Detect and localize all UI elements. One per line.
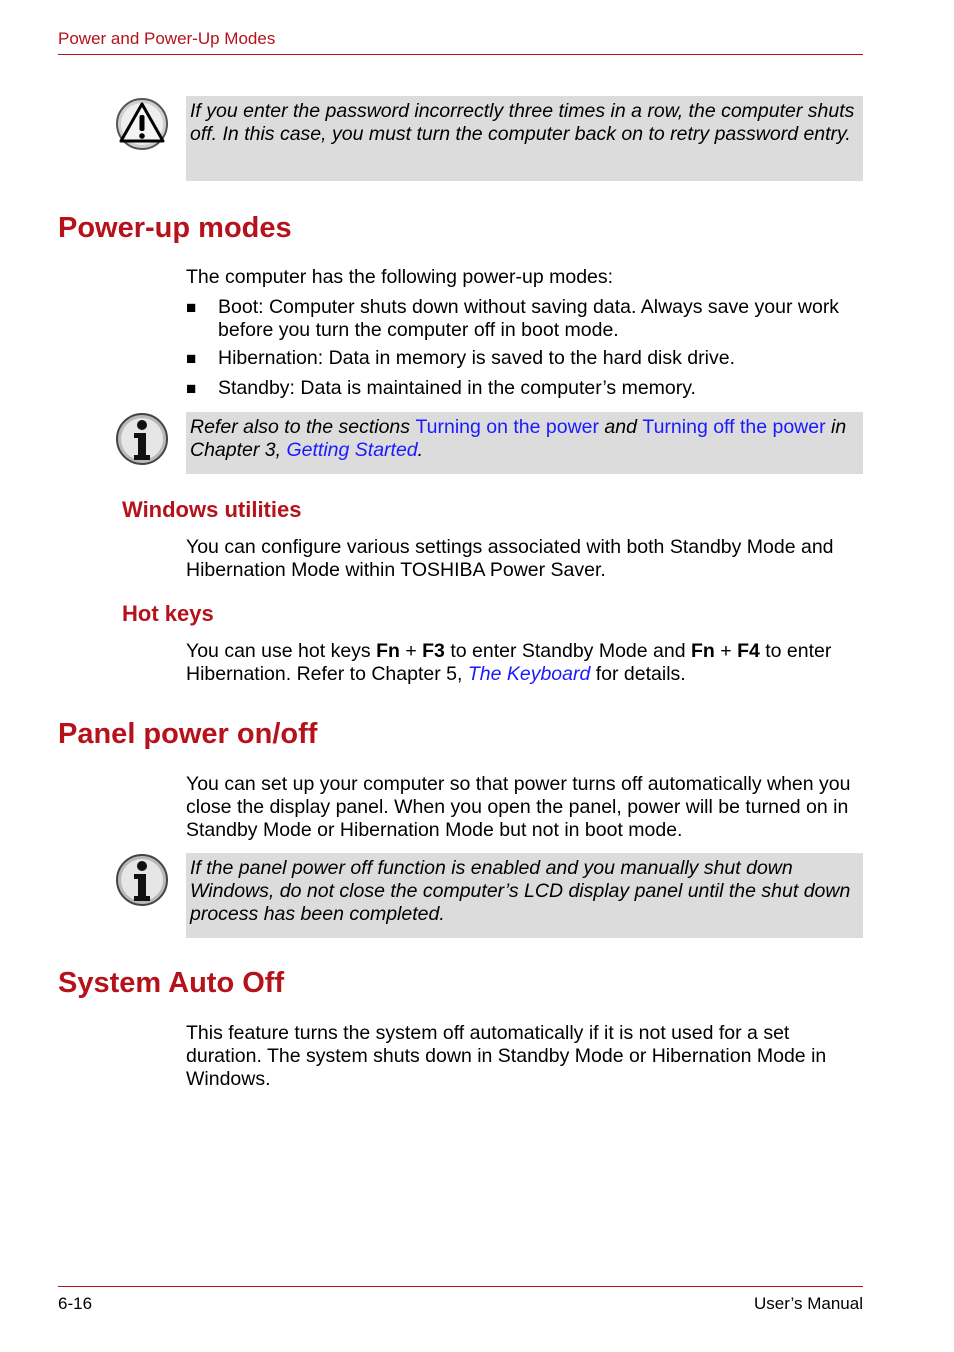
page-number: 6-16 xyxy=(58,1294,93,1313)
power-up-intro: The computer has the following power-up modes: xyxy=(186,266,614,288)
section-title-system-auto-off: System Auto Off xyxy=(58,967,285,999)
running-header: Power and Power-Up Modes xyxy=(58,29,276,48)
list-item xyxy=(186,296,866,342)
manual-title: User’s Manual xyxy=(754,1294,863,1313)
info-note xyxy=(186,853,863,938)
note-text-part: in Chapter 3, xyxy=(190,416,847,461)
key-f3: F3 xyxy=(422,640,445,662)
note-text-part: and xyxy=(599,416,643,438)
windows-utilities-text: You can configure various settings associated with both Standby Mode and Hibernation Mode within TOSHIBA Power Saver. xyxy=(186,536,834,581)
panel-power-text: You can set up your computer so that power turns off automatically when you close the display panel. When you open the panel, power will be turned on in Standby Mode or Hibernation Mode but not in boot mode. xyxy=(186,773,851,841)
footer-rule xyxy=(58,1286,863,1287)
text-part: + xyxy=(399,640,423,662)
subsection-title-hot-keys: Hot keys xyxy=(122,601,214,626)
header-rule xyxy=(58,54,863,55)
link-getting-started[interactable]: Getting Started xyxy=(286,439,418,461)
info-icon xyxy=(114,852,170,908)
hot-keys-text xyxy=(186,640,866,686)
info-note xyxy=(186,412,863,474)
info-note-text xyxy=(190,416,859,462)
info-note-text: If the panel power off function is enabled and you manually shut down Windows, do not close the computer’s LCD display panel until the shut down process has been completed. xyxy=(190,857,851,925)
key-fn: Fn xyxy=(691,640,715,662)
text-part: to enter Hibernation. Refer to Chapter 5, xyxy=(186,640,832,685)
key-f4: F4 xyxy=(737,640,760,662)
note-text-part: . xyxy=(417,439,424,461)
link-turning-on-power[interactable]: Turning on the power xyxy=(415,416,600,438)
key-fn: Fn xyxy=(376,640,400,662)
section-title-panel-power: Panel power on/off xyxy=(58,718,318,750)
text-part: to enter Standby Mode and xyxy=(444,640,691,662)
text-part: + xyxy=(714,640,738,662)
link-the-keyboard[interactable]: The Keyboard xyxy=(467,663,591,685)
list-item-text: Standby: Data is maintained in the computer’s memory. xyxy=(218,377,696,399)
link-turning-off-power[interactable]: Turning off the power xyxy=(642,416,826,438)
bullet-icon: ■ xyxy=(186,349,197,368)
warning-triangle-icon xyxy=(114,96,170,152)
list-item-text: Boot: Computer shuts down without saving data. Always save your work before you turn the computer off in boot mode. xyxy=(218,296,840,341)
bullet-icon: ■ xyxy=(186,298,197,317)
text-part: for details. xyxy=(590,663,686,685)
list-item xyxy=(186,347,866,370)
subsection-title-windows-utilities: Windows utilities xyxy=(122,497,302,522)
list-item xyxy=(186,377,866,400)
text-part: You can use hot keys xyxy=(186,640,377,662)
bullet-icon: ■ xyxy=(186,379,197,398)
caution-note-text: If you enter the password incorrectly three times in a row, the computer shuts off. In this case, you must turn the computer back on to retry password entry. xyxy=(190,100,855,145)
section-title-power-up-modes: Power-up modes xyxy=(58,212,292,244)
caution-note xyxy=(186,96,863,181)
info-icon xyxy=(114,411,170,467)
note-text-part: Refer also to the sections xyxy=(190,416,416,438)
list-item-text: Hibernation: Data in memory is saved to the hard disk drive. xyxy=(218,347,735,369)
system-auto-off-text: This feature turns the system off automatically if it is not used for a set duration. The system shuts down in Standby Mode or Hibernation Mode in Windows. xyxy=(186,1022,827,1090)
